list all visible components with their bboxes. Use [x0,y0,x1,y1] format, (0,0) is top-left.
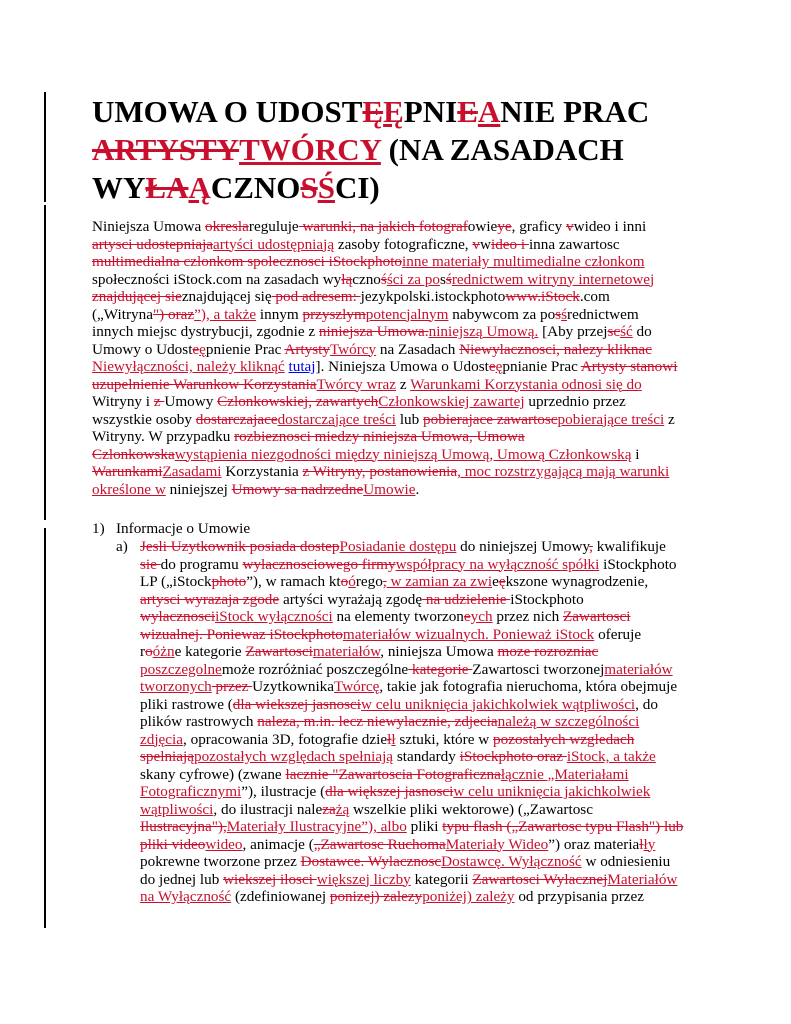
tracked-deletion: ś [445,270,452,288]
body-text: Witryny. W przypadku [92,428,235,445]
body-text: w [480,235,491,253]
tracked-deletion: Niewylacznosci, nalezy kliknac [459,340,652,358]
body-text: , [644,573,649,590]
tracked-deletion: Artysty stanowi [580,358,678,375]
body-text: [Aby przej [538,323,608,340]
text-line [92,323,702,341]
text-line [140,591,700,609]
tracked-insertion: Ś [317,170,335,205]
body-text: iStockphoto [599,555,677,573]
tracked-insertion: poniżej) zależy [422,888,515,905]
tracked-insertion: ę [495,358,503,375]
body-text: .com [579,288,610,305]
tracked-insertion: inne materiały multimedialne członkom [402,253,645,270]
tracked-deletion: wylacznosci [140,608,216,625]
tracked-insertion: ł [391,730,396,748]
title-text: CI) [334,170,380,205]
tracked-insertion: ść [620,323,633,340]
text-line [140,818,700,836]
body-text: , takie jak fotografia nieruchoma, która obejmuje [379,678,678,695]
tracked-deletion: sie [140,555,161,573]
body-text: , opracowania 3D, fotografie dzie [183,730,388,748]
body-text: i [631,445,640,463]
tracked-insertion: niniejszą Umową. [428,323,539,340]
body-text: ”) oraz materia [548,835,640,853]
body-text: s [439,270,446,288]
tracked-insertion: artyści udostępniają [213,235,335,253]
tracked-insertion: na Wyłączność [140,888,232,905]
tracked-deletion: photo [211,573,247,590]
title-text: NIE PRAC [500,94,650,129]
body-text: LP („iStock [140,573,212,590]
change-bar-title [44,92,46,202]
text-line [140,678,700,696]
text-line [140,888,700,906]
text-line [92,481,702,499]
body-text: Zawartosci tworzonej [472,660,605,678]
body-text: sztuki, które w [395,730,494,748]
body-text: pliki rastrowe ( [140,695,233,713]
tracked-insertion: Ę [383,94,404,129]
text-line [140,696,700,714]
text-line [92,218,702,236]
text-line [92,411,702,429]
tutaj-link[interactable]: tutaj [288,358,316,375]
body-text: kategorii [410,870,473,888]
tracked-insertion: w celu uniknięcia jakichkolwiek [453,783,651,800]
body-text: pokrewne tworzone przez [140,853,301,870]
tracked-insertion: pozostałych względach spełniają [193,748,394,765]
tracked-insertion: wystąpienia niezgodności między niniejszą Umową, Umową Członkowską [174,445,632,463]
body-text: kszone wynagrodzenie [505,573,645,590]
text-line [140,573,700,591]
tracked-insertion: óżn [152,643,175,660]
tracked-deletion: znajdującej sie [92,288,182,305]
body-text: pnienie Prac [205,340,285,358]
text-line [140,556,700,574]
body-text: w odniesieniu [581,853,671,870]
body-text: do [632,323,652,340]
tracked-deletion: e [463,608,471,625]
tracked-deletion: kategorie [408,660,473,678]
body-text: innych miejsc dystrybucji, zgodnie z [92,323,319,340]
tracked-deletion: artysci wyrazaja zgode [140,590,280,608]
body-text: wszystkie osoby [92,410,196,428]
tracked-deletion: Zawartosci Wylacznej [472,870,608,888]
text-line [92,393,702,411]
tracked-insertion: ły [643,835,656,853]
text-line [140,836,700,854]
text-line [140,643,700,661]
tracked-deletion: niniejsza Umowa. [318,323,429,340]
tracked-deletion: wizualnej. Poniewaz iStockphoto [140,625,343,643]
tracked-insertion: Członkowskiej zawartej [378,393,525,410]
body-text: ideo i inni [584,218,647,235]
tracked-insertion: Fotograficznymi [140,783,242,800]
body-text: uprzednio przez [524,393,626,410]
body-text: iStockphoto [510,590,584,608]
text-line [140,801,700,819]
title-text: WY [92,170,146,205]
tracked-insertion: żą [335,800,350,818]
tracked-insertion: iStock, a także [566,748,656,765]
tracked-insertion: Ą [188,170,211,205]
tracked-deletion: warunki, na jakich fotograf [298,218,468,235]
tracked-insertion: Twórcy wraz [316,375,397,393]
body-text: r [140,643,146,660]
tracked-insertion: w zamian za zwi [386,573,493,590]
text-line [92,288,702,306]
body-text: Korzystania [221,463,303,480]
tracked-insertion: rednictwem witryny internetowej [451,270,655,288]
title-text: UMOWA O UDOST [92,94,363,129]
tracked-deletion: za [322,800,336,818]
tracked-insertion: ”), a także [194,305,257,323]
tracked-insertion: Zasadami [162,463,222,480]
body-text: czno [352,270,381,288]
text-line [140,748,700,766]
tracked-insertion: Niewyłączności, należy kliknąć [92,358,285,375]
tracked-deletion: na udzielenie [422,590,511,608]
body-text: , niniejsza Umowa [380,643,498,660]
tracked-deletion: okresla [205,218,249,235]
tracked-deletion: Ę [362,94,384,129]
tracked-insertion: ś [561,305,568,323]
body-text: rednictwem [567,305,639,323]
tracked-deletion: wylacznosciowego firmy [242,555,396,573]
tracked-insertion: materiałów [312,643,381,660]
body-text: plików rastrowych [140,713,258,730]
tracked-deletion: Zawartosci [245,643,313,660]
text-line [140,661,700,679]
tracked-deletion: przez [211,678,253,695]
tracked-insertion: Materiały Wideo [445,835,549,853]
section-heading [92,520,702,538]
body-text: na elementy tworzon [332,608,464,625]
tracked-deletion: v [472,235,480,253]
body-text: innym [256,305,303,323]
body-text: Witryny i [92,393,154,410]
tracked-insertion: ó [348,573,356,590]
tracked-insertion: A [477,94,501,129]
tracked-insertion: współpracy na wyłączność spółki [395,555,600,573]
body-text: z [396,375,411,393]
body-text: znajdującej się [181,288,272,305]
body-text: nabywcom za po [448,305,556,323]
body-text: społeczności iStock [92,270,213,288]
body-text: , animacje ( [242,835,314,853]
tracked-deletion: ARTYSTY [92,132,240,167]
tracked-insertion: TWÓRCY [239,132,381,167]
body-text: „Zawartosc [522,800,593,818]
body-text: niniejszej [165,480,232,498]
body-text: ”), w ramach kt [246,573,341,590]
tracked-insertion: Twórcy [329,340,377,358]
tracked-insertion: poszczegolne [140,660,222,678]
body-text: inna zawartosc [528,235,620,253]
tracked-deletion: Dostawce. Wylacznosc [300,853,442,870]
tracked-deletion: przyszlym [302,305,366,323]
page-title [92,93,702,207]
text-line [140,608,700,626]
tracked-deletion: wiekszej ilosci [223,870,317,888]
body-text: artyści wyrażają zgodę [279,590,423,608]
body-text: jezykpolski.istockphoto [360,288,506,305]
tracked-deletion: ł [387,730,392,748]
tracked-insertion: Materiałów [607,870,678,888]
tracked-insertion: w celu uniknięcia jakichkolwiek wątpliwości [361,695,636,713]
tracked-deletion: www.iStock [505,288,580,305]
tracked-deletion: rozbieznosci miedzy niniejsza Umowa, Umowa [234,428,525,445]
body-text: , do ilustracji nale [213,800,323,818]
tracked-deletion: Czlonkowska [92,445,175,463]
text-line [92,358,702,376]
tracked-deletion: dla większej jasnosci [325,783,454,800]
section-title: Informacje o Umowie [116,520,251,537]
body-text: Umowy [164,393,218,410]
tracked-deletion: o [145,643,153,660]
body-text: , graficy [511,218,567,235]
tracked-deletion: v [566,218,574,235]
body-text: oferuje [594,625,642,643]
intro-paragraph [92,218,702,498]
text-line [92,463,702,481]
tracked-deletion: S [300,170,318,205]
tracked-deletion: e [192,340,200,358]
tracked-deletion: sc [607,323,621,340]
tracked-deletion: artysci udostepniaja [92,235,214,253]
tracked-deletion: multimedialna czlonkom spolecznosci iStockphoto [92,253,403,270]
text-line [92,236,702,254]
body-text: reguluje [248,218,299,235]
tracked-deletion: ponizej) zalezy [329,888,423,905]
tracked-deletion: Ilustracyjna"), [140,818,227,835]
body-text: kwalifikuje [592,538,666,555]
tracked-deletion: iStockphoto oraz [459,748,567,765]
body-text: do programu [160,555,243,573]
tracked-deletion: z Witryny, postanowienia [302,463,458,480]
title-text: PNI [403,94,458,129]
tracked-deletion: Umowy sa nadrzedne [231,480,364,498]
section-number: 1) [92,520,105,537]
tracked-deletion: naleza, m.in. lecz niewylacznie, zdjecia [257,713,498,730]
body-text: do niniejszej Umowy [456,538,590,555]
body-text: w [573,218,585,235]
tracked-deletion: Czlonkowskiej, zawartych [217,393,379,410]
body-text: do jednej lub [140,870,224,888]
tracked-insertion: Materiały Ilustracyjne”), albo [226,818,407,835]
section-1 [92,520,702,538]
text-line [140,713,700,731]
body-text: . [415,480,420,498]
body-text: ”), ilustracje ( [241,783,326,800]
item-a-paragraph [140,538,700,906]
tracked-deletion: pod adresem: [271,288,361,305]
tracked-insertion: materiałów [604,660,673,678]
body-text: pliki [406,818,443,835]
tracked-insertion: potencjalnym [365,305,449,323]
tracked-deletion: pliki video [140,835,206,853]
tracked-deletion: o [340,573,349,590]
text-line [140,783,700,801]
tracked-insertion: iStock wyłączności [215,608,333,625]
item-label: a) [116,538,128,555]
text-line [92,376,702,394]
text-line [92,271,702,289]
tracked-deletion: s [555,305,562,323]
tracked-deletion: moze rozrozniac [497,643,599,660]
text-line [92,428,702,446]
tracked-deletion: ") oraz [152,305,195,323]
tracked-deletion: ś [380,270,387,288]
tracked-insertion: materiałów wizualnych. Ponieważ iStock [342,625,595,643]
tracked-insertion: wideo [205,835,243,853]
change-bar-section [44,528,46,928]
tracked-deletion: l [639,835,644,853]
text-line [140,766,700,784]
tracked-insertion: dostarczające treści [277,410,397,428]
body-text: standardy [393,748,460,765]
tracked-deletion: E [457,94,478,129]
text-line [140,871,700,889]
tracked-deletion: spelniają [140,748,194,765]
tracked-insertion: Warunkami Korzystania odnosi się do [410,375,642,393]
tracked-insertion: Umowie [363,480,416,498]
title-text: CZNO [210,170,301,205]
tracked-insertion: ści za po [386,270,440,288]
tracked-deletion: dla wiekszej jasnosci [232,695,362,713]
body-text: od przypisania przez [514,888,644,905]
tracked-deletion: uzupelnienie Warunkow Korzystania [92,375,317,393]
tracked-deletion: ę [498,573,506,590]
body-text: skany cyfrowe) (zwane [140,765,286,783]
tracked-deletion: Warunkami [92,463,163,480]
body-text: Niniejsza Umowa [92,218,206,235]
body-text: owie [467,218,498,235]
tracked-insertion: Dostawcę. Wyłączność [441,853,582,870]
text-line [140,731,700,749]
body-text: , do [635,695,658,713]
tracked-deletion: Jesli Uzytkownik posiada dostep [140,538,340,555]
tracked-deletion: ye [497,218,512,235]
text-line [140,853,700,871]
text-line [92,446,702,464]
body-text: Uzytkownika [252,678,334,695]
body-text: (zdefiniowanej [231,888,330,905]
tracked-insertion: łącznie „Materiałami [500,765,629,783]
text-line [140,626,700,644]
tracked-deletion: „Zawartosc Ruchoma [313,835,446,853]
body-text: e kategorie [174,643,246,660]
change-bar-para1 [44,205,46,520]
tracked-deletion: pozostalych wzgledach [493,730,635,748]
body-text: ]. Niniejsza Umowa o Udost [315,358,489,375]
text-line [92,306,702,324]
tracked-insertion: Twórcę [334,678,380,695]
tracked-deletion: typu flash („Zawartosc typu Flash") lub [442,818,684,835]
body-text: („Witryna [92,305,153,323]
tracked-deletion: lacznie "Zawartoscia Fotograficzna [285,765,501,783]
tracked-deletion: ideo i [490,235,529,253]
tracked-deletion: Artysty [284,340,330,358]
tracked-insertion: należą w szczególności [497,713,640,730]
tracked-insertion: tworzonych [140,678,212,695]
body-text: wszelkie pliki wektorowe) ( [349,800,523,818]
body-text: lub [396,410,424,428]
tracked-deletion: , [382,573,387,590]
tracked-deletion: ŁA [145,170,189,205]
body-text: może rozróżniać poszczególne [221,660,409,678]
tracked-insertion: ych [470,608,493,625]
body-text: przez nich [492,608,564,625]
tracked-insertion: zdjęcia [140,730,183,748]
body-text: Umowy o Udost [92,340,193,358]
tracked-deletion: z [153,393,165,410]
body-text: na Zasadach [376,340,460,358]
tracked-insertion: pobierające treści [557,410,665,428]
tracked-deletion: pobierajace zawartosc [423,410,558,428]
tracked-insertion: wątpliwości [140,800,214,818]
tracked-deletion: Zawartosci [563,608,631,625]
text-line [92,341,702,359]
tracked-deletion: dostarczajace [195,410,278,428]
text-line [140,538,700,556]
tracked-deletion: , [589,538,593,555]
text-line [92,253,702,271]
tracked-deletion: łą [341,270,353,288]
tracked-insertion: , moc rozstrzygającą mają warunki [457,463,670,480]
body-text: zasoby fotograficzne, [334,235,473,253]
tracked-insertion: większej liczby [316,870,411,888]
body-text: rego [355,573,383,590]
body-text: pnianie Prac [502,358,581,375]
tracked-deletion: e [488,358,496,375]
tracked-insertion: ę [199,340,206,358]
title-text: (NA ZASADACH [380,132,624,167]
body-text: z [664,410,675,428]
tracked-insertion: określone w [92,480,166,498]
body-text: e [492,573,499,590]
body-text: .com na zasadach wy [212,270,342,288]
tracked-insertion: Posiadanie dostępu [339,538,457,555]
